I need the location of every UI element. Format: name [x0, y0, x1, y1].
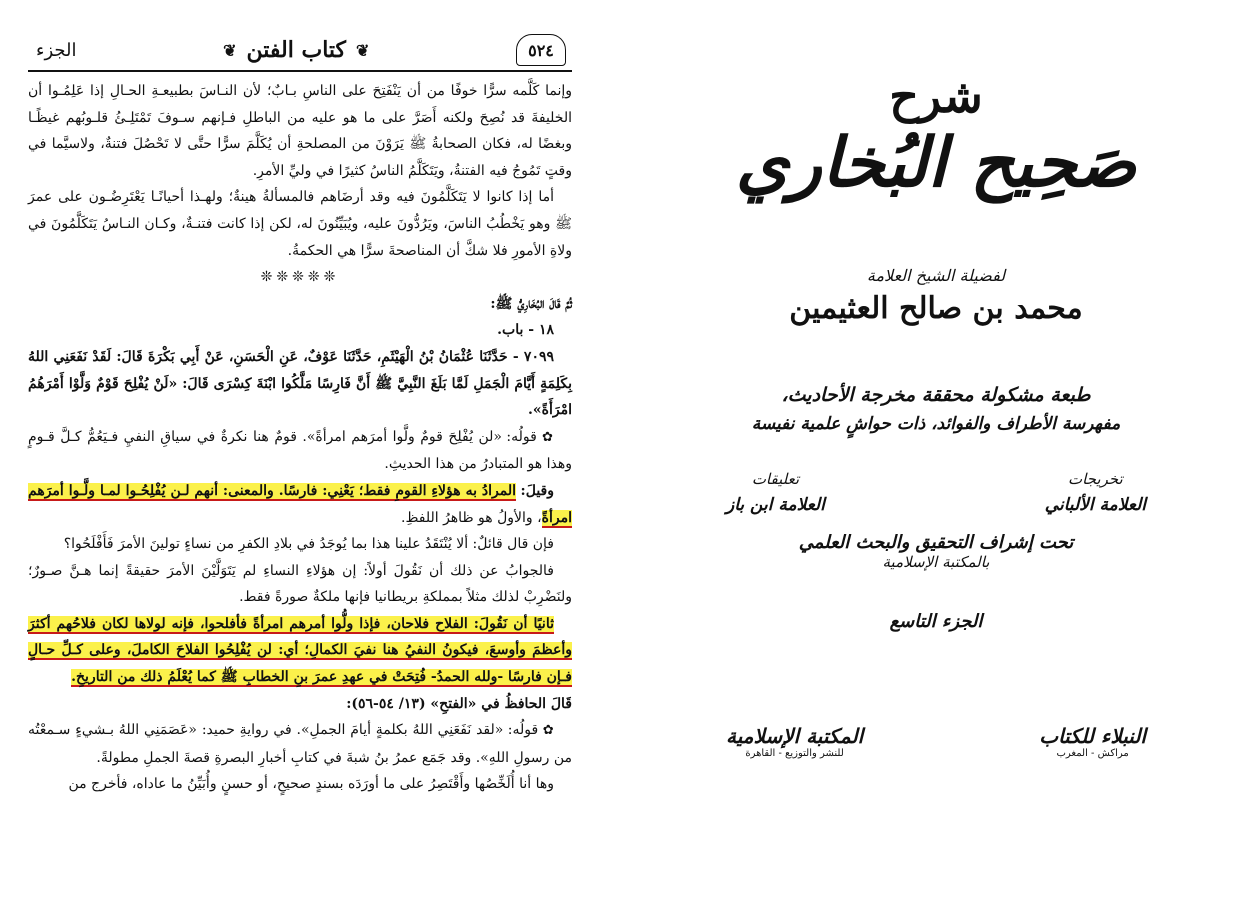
library: بالمكتبة الإسلامية	[882, 553, 990, 571]
hadith-text: ٧٠٩٩ - حَدَّثَنَا عُثْمَانُ بْنُ الْهَيْثَمِ، حَدَّثَنَا عَوْفٌ، عَنِ الْحَسَنِ، عَنْ أَبِي بَكْرَةَ قَالَ: لَقَدْ نَفَعَنِي اللهُ بِكَلِمَةٍ أَيَّامَ الْجَمَلِ لَمَّا بَلَغَ النَّبِيَّ ﷺ أَنَّ فَارِسًا مَلَّكُوا ابْنَةَ كِسْرَى قَالَ: «لَنْ يُفْلِحَ قَوْمٌ وَلَّوْا أَمْرَهُمُ امْرَأَةً».	[28, 348, 572, 419]
paragraph: وإنما كَلَّمه سرًّا خوفًا من أن يَنْفَتِحَ على الناسِ بـابٌ؛ لأن النـاسَ بطبيعـةِ الحـالِ إذا عَلِمُـوا أن الخليفةَ قد نُصِحَ ولكنه أَصَرَّ على ما هو عليه من الباطلِ فـإنهم سـوفَ تَمْتَلِـئُ قلـوبُهم غيظًـا وبغضًا له، فكان الصحابةُ ﷺ يَرَوْنَ من المصلحةِ أن يُكَلَّمَ سرًّا حتَّى لا تَحْصُلَ فتنةٌ، ولاسيَّما في وقتٍ تَمُوجُ فيه الفتنةُ، ويَتَكَلَّمُ الناسُ كثيرًا في وليِّ الأمرِ.	[28, 83, 572, 179]
commentary-text: قولُه: «لن يُفْلِحَ قومٌ ولَّوا أمرَهم امرأةً». قومٌ هنا نكرةٌ في سياقِ النفيِ فـيَعُمُّ كـلَّ قـومٍ وهذا هو المتبادرُ من هذا الحديثِ.	[28, 428, 572, 473]
header-title-group	[223, 37, 369, 63]
publisher-right	[1039, 724, 1146, 759]
author-role: لفضيلة الشيخ العلامة	[866, 266, 1006, 285]
takhrij-name: العلامة الألباني	[1044, 495, 1146, 515]
ornament-icon: ❦	[223, 40, 237, 60]
publisher-location: للنشر والتوزيع - القاهرة	[745, 748, 844, 759]
supervision: تحت إشراف التحقيق والبحث العلمي	[798, 532, 1074, 553]
publishers	[706, 724, 1166, 759]
publisher-name: المكتبة الإسلامية	[726, 724, 864, 748]
commentary-text: قولُه: «لقد نَفَعَنِي اللهُ بكلمةٍ أيامَ الجملِ». في روايةِ حميد: «عَصَمَنِي اللهُ بـشيءٍ سـمعْتُه من رسولِ اللهِ». وقد جَمَع عمرُ بنُ شبةَ في كتابِ أخبارِ البصرةِ قصةَ الجملِ مطولةً.	[28, 722, 572, 766]
publisher-location: مراكش - المغرب	[1056, 748, 1129, 759]
chapter-heading: ١٨ - باب.	[497, 322, 554, 339]
taliqat-name: العلامة ابن باز	[726, 495, 825, 515]
edition-line-2: مفهرسة الأطراف والفوائد، ذات حواشٍ علمية نفيسة	[751, 414, 1121, 434]
taliqat-block	[726, 466, 825, 518]
title-page	[706, 60, 1166, 870]
separator: ❊❊❊❊❊	[260, 269, 340, 286]
highlighted-text: المرادُ به هؤلاءِ القومِ فقط؛ يَعْنِي: فارسًا. والمعنى: أنهم لـن يُفْلِحُـوا لمـا ولَّـوا أمرَهم امرأةً	[28, 482, 572, 526]
taliqat-label: تعليقات	[751, 470, 799, 488]
commentary-text: ، والأولُ هو ظاهرُ اللفظِ.	[401, 509, 542, 526]
running-header	[28, 30, 572, 72]
commentary: وها أنا أُلَخِّصُها وأَقْتَصِرُ على ما أورَدَه بسندٍ صحيحٍ، أو حسنٍ وأُبَيِّنُ ما عاداه، فأخرج من	[68, 776, 554, 793]
page-number: ٥٢٤	[516, 34, 566, 66]
question: فإن قال قائلٌ: ألا يُنْتَقَدُ علينا هذا بما يُوجَدُ في بلادِ الكفرِ من نساءٍ تولينَ الأمرَ فَأَفْلَحُوا؟	[63, 536, 554, 553]
answer: فالجوابُ عن ذلك أن نَقُولَ أولاً: إن هؤلاءِ النساءِ لم يَتَوَلَّيْنَ الأمرَ حقيقةً إنما هـنَّ صـورٌ؛ ولنَضْرِبْ لذلك مثلاً بمملكةِ بريطانيا فإنها ملكةٌ صورةً فقط.	[28, 562, 572, 606]
commentary	[28, 717, 572, 771]
publisher-name: النبلاء للكتاب	[1039, 724, 1146, 748]
highlighted-paragraph	[28, 611, 572, 691]
edition-line-1: طبعة مشكولة محققة مخرجة الأحاديث،	[781, 384, 1091, 406]
takhrij-block	[1045, 466, 1146, 518]
author-name: محمد بن صالح العثيمين	[789, 291, 1083, 326]
hafiz-citation: قَالَ الحافظُ في «الفتحِ» (١٣/ ٥٤-٥٦):	[346, 695, 572, 712]
paragraph: أما إذا كانوا لا يَتَكَلَّمُونَ فيه وقد أرضَاهم فالمسألةُ هينةٌ؛ ولهـذا أحيانًـا يَعْتَرِضُـون على عمرَ ﷺ وهو يَخْطُبُ الناسَ، ويَرُدُّونَ عليه، ويُبَيِّنُونَ له، لكن إذا كانت فتنـةٌ، وكـان النـاسُ يَتَكَلَّمُونَ في ولاةِ الأمورِ فلا شكَّ أن المناصحةَ سرًّا هي الحكمةُ.	[28, 189, 572, 259]
takhrij-label: تخريجات	[1068, 470, 1123, 488]
volume-label: الجزء التاسع	[889, 611, 983, 632]
ornament-icon: ❦	[356, 40, 370, 60]
publisher-left	[726, 724, 863, 759]
contributors	[706, 466, 1166, 518]
bullet-icon: ✿	[538, 723, 555, 739]
part-label: الجزء	[36, 39, 77, 61]
bukhari-intro: ثُمَّ قَالَ البُخَارِيُّ ﷺ:	[490, 295, 572, 312]
highlighted-text: ثانيًا أن نَقُولَ: الفلاح فلاحان، فإذا ولُّوا أمرهم امرأةً فأفلحوا، فإنه لولاها لكان فلاحُهم أكثرَ وأعظمَ وأوسعَ، فيكونُ النفيُ هنا نفيَ الكمالِ؛ أي: لن يُفْلِحُوا الفلاحَ الكاملَ، وعلى كـلِّ حـالٍ فـإن فارسًا -ولله الحمدُ- فُتِحَتْ في عهدِ عمرَ بنِ الخطابِ ﷺ كما يُعْلَمُ ذلك من التاريخِ.	[28, 615, 572, 686]
book-title-top: شرح	[889, 69, 983, 123]
bullet-icon: ✿	[536, 429, 554, 445]
text-page	[28, 30, 572, 865]
book-title-main: صَحِيح البُخاري	[735, 123, 1137, 203]
text-body	[28, 78, 572, 798]
commentary	[28, 478, 572, 531]
header-title: كتاب الفتن	[246, 37, 347, 63]
said-label: وقيلَ:	[520, 482, 554, 499]
commentary	[28, 424, 572, 478]
